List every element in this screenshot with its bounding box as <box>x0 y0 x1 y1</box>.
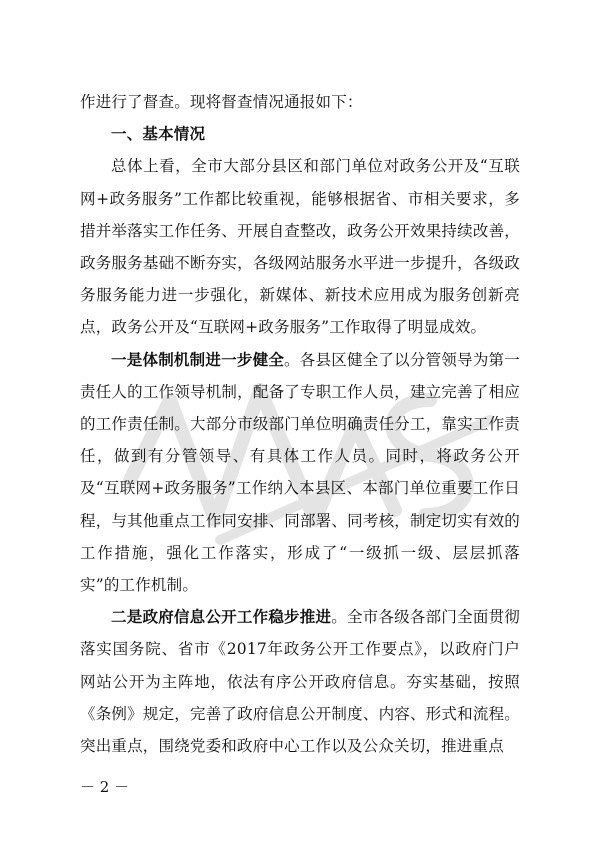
paragraph-info-disclosure-body: 。全市各级各部门全面贯彻落实国务院、省市《2017年政务公开工作要点》，以政府门户网站公开为主阵地，依法有序公开政府信息。夯实基础，按照《条例》规定，完善了政府信息公开制度、内容、形式和流程。突出重点，围绕党委和政府中心工作以及公众关切，推进重点 <box>80 608 520 756</box>
paragraph-info-disclosure-lead: 二是政府信息公开工作稳步推进 <box>111 608 332 627</box>
document-body <box>80 86 520 762</box>
paragraph-mechanism <box>80 344 520 602</box>
paragraph-continuation: 作进行了督查。现将督查情况通报如下： <box>80 93 363 111</box>
paragraph-mechanism-lead: 一是体制机制进一步健全 <box>111 350 285 369</box>
paragraph-mechanism-body: 。各县区健全了以分管领导为第一责任人的工作领导机制，配备了专职工作人员，建立完善了相应的工作责任制。大部分市级部门单位明确责任分工，靠实工作责任，做到有分管领导、有具体工作人员。同时，将政务公开及“互联网+政务服务”工作纳入本县区、本部门单位重要工作日程，与其他重点工作同安排、同部署、同考核，制定切实有效的工作措施，强化工作落实，形成了“一级抓一级、层层抓落实”的工作机制。 <box>80 350 520 595</box>
paragraph-info-disclosure <box>80 601 520 762</box>
page-number: － 2 － <box>80 778 130 796</box>
section-heading-basic-situation: 一、基本情况 <box>111 125 206 144</box>
paragraph-overview: 总体上看，全市大部分县区和部门单位对政务公开及“互联网+政务服务”工作都比较重视，能够根据省、市相关要求，多措并举落实工作任务、开展自查整改，政务公开效果持续改善，政务服务基础不断夯实，各级网站服务水平进一步提升，各级政务服务能力进一步强化，新媒体、新技术应用成为服务创新亮点，政务公开及“互联网+政务服务”工作取得了明显成效。 <box>80 157 520 337</box>
